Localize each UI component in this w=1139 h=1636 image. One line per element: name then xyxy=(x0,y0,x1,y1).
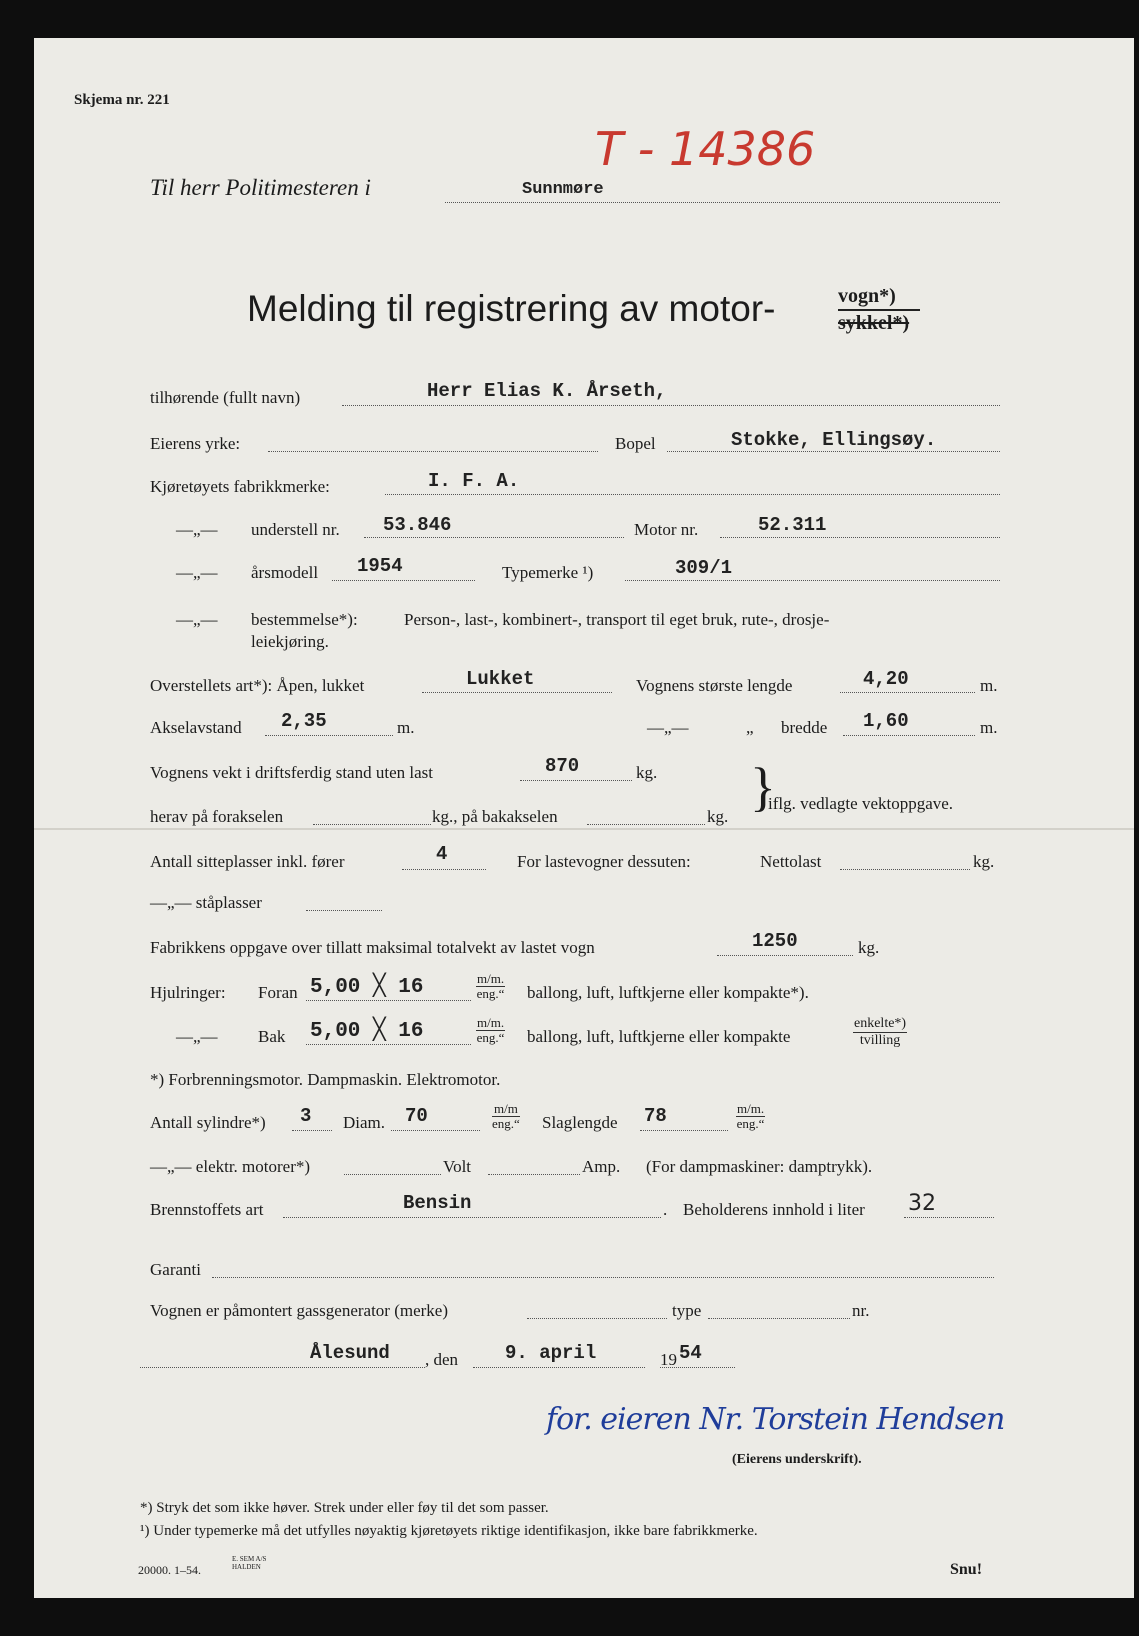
wheel-arrangement: enkelte*) tvilling xyxy=(854,1016,907,1048)
rear-tyre-line xyxy=(306,1044,471,1045)
diameter-line xyxy=(391,1130,480,1131)
diameter-label: Diam. xyxy=(343,1113,386,1132)
stroke-unit: m/m. eng.“ xyxy=(736,1101,765,1131)
guarantee-label: Garanti xyxy=(150,1260,201,1279)
fold-line xyxy=(34,828,1134,830)
max-width: 1,60 xyxy=(863,710,909,732)
chassis-label: understell nr. xyxy=(251,520,340,539)
gas-nr-label: nr. xyxy=(852,1301,870,1320)
ditto-mark: —„— xyxy=(176,563,218,582)
schema-number: Skjema nr. 221 xyxy=(74,92,170,108)
title-option-sykkel: sykkel*) xyxy=(838,312,910,334)
date-line xyxy=(473,1367,645,1368)
owner-name-line xyxy=(342,405,1000,406)
type-line xyxy=(625,580,1000,581)
residence-line xyxy=(667,451,1000,452)
cylinders-line xyxy=(292,1130,332,1131)
gas-type-line xyxy=(708,1318,850,1319)
max-length: 4,20 xyxy=(863,668,909,690)
fuel-label: Brennstoffets art xyxy=(150,1200,264,1219)
body-label: Overstellets art*): Åpen, lukket xyxy=(150,676,365,695)
amp-line xyxy=(488,1174,580,1175)
printer-city: HALDEN xyxy=(232,1563,261,1571)
width-unit: m. xyxy=(980,718,998,737)
make-label: Kjøretøyets fabrikkmerke: xyxy=(150,477,330,496)
guarantee-line xyxy=(212,1277,994,1278)
weight-note: iflg. vedlagte vektoppgave. xyxy=(768,794,954,813)
fuel-type: Bensin xyxy=(403,1192,472,1214)
length-unit: m. xyxy=(980,676,998,695)
residence-label: Bopel xyxy=(615,434,656,453)
ditto-mark: —„— xyxy=(176,1027,218,1046)
rear-tyre-unit: m/m. eng.“ xyxy=(476,1015,505,1045)
place: Ålesund xyxy=(310,1342,390,1364)
owner-name: Herr Elias K. Årseth, xyxy=(427,380,667,402)
standing-label: —„— ståplasser xyxy=(150,893,262,912)
motor-line xyxy=(720,537,1000,538)
body-type: Lukket xyxy=(466,668,535,690)
year-line xyxy=(332,580,475,581)
wheelbase: 2,35 xyxy=(281,710,327,732)
gas-type-label: type xyxy=(672,1301,702,1320)
occupation-label: Eierens yrke: xyxy=(150,434,241,453)
net-load-line xyxy=(840,869,970,870)
width-line xyxy=(843,735,975,736)
footnote-1: *) Stryk det som ikke høver. Strek under eller føy til det som passer. xyxy=(140,1500,549,1516)
wheelbase-unit: m. xyxy=(397,718,415,737)
residence: Stokke, Ellingsøy. xyxy=(731,429,937,451)
seats-label: Antall sitteplasser inkl. fører xyxy=(150,852,345,871)
model-year: 1954 xyxy=(357,555,403,577)
cargo-label: For lastevogner dessuten: xyxy=(517,852,691,871)
cylinders-label: Antall sylindre*) xyxy=(150,1113,266,1132)
place-line xyxy=(140,1367,425,1368)
occupation-line xyxy=(268,451,598,452)
fuel-dot: . xyxy=(663,1200,668,1219)
type-designation: 309/1 xyxy=(675,557,733,579)
title-fraction-bar xyxy=(838,309,920,311)
rear-tyre-size: 5,00 ╳ 16 xyxy=(310,1020,424,1043)
engine-types: *) Forbrenningsmotor. Dampmaskin. Elektromotor. xyxy=(150,1070,501,1089)
weight-brace: } xyxy=(750,757,776,817)
length-label: Vognens største lengde xyxy=(636,676,793,695)
stroke-length: 78 xyxy=(644,1105,667,1127)
length-line xyxy=(840,692,975,693)
width-label: bredde xyxy=(781,718,828,737)
ditto-mark: —„— xyxy=(647,718,689,737)
fuel-line xyxy=(283,1217,661,1218)
steam-note: (For dampmaskiner: damptrykk). xyxy=(646,1157,873,1176)
chassis-line xyxy=(364,537,624,538)
front-tyre-line xyxy=(306,1000,471,1001)
purpose-label: bestemmelse*): xyxy=(251,610,358,629)
wheelbase-line xyxy=(265,735,393,736)
chassis-number: 53.846 xyxy=(383,514,452,536)
year-label: årsmodell xyxy=(251,563,319,582)
weight-unit: kg. xyxy=(636,763,658,782)
year-suffix: 54 xyxy=(679,1342,702,1364)
max-total-weight: 1250 xyxy=(752,930,798,952)
front-tyre-label: Foran xyxy=(258,983,298,1002)
turn-over-note: Snu! xyxy=(950,1561,983,1578)
police-district: Sunnmøre xyxy=(522,180,604,199)
weight-label: Vognens vekt i driftsferdig stand uten last xyxy=(150,763,433,782)
stroke-line xyxy=(640,1130,728,1131)
type-label: Typemerke ¹) xyxy=(502,563,594,582)
net-load-unit: kg. xyxy=(973,852,995,871)
volt-label: Volt xyxy=(443,1157,472,1176)
gas-generator-label: Vognen er påmontert gassgenerator (merke) xyxy=(150,1301,449,1320)
owner-signature: for. eieren Nr. Torstein Hendsen xyxy=(546,1402,1005,1437)
rear-axle-label: kg., på bakakselen xyxy=(432,807,558,826)
front-tyre-types: ballong, luft, luftkjerne eller kompakte*). xyxy=(527,983,809,1002)
tank-capacity: 32 xyxy=(908,1191,936,1216)
seats-line xyxy=(402,869,486,870)
form-title: Melding til registrering av motor- xyxy=(247,288,776,329)
wheelbase-label: Akselavstand xyxy=(150,718,242,737)
owner-name-label: tilhørende (fullt navn) xyxy=(150,388,301,407)
rear-tyre-label: Bak xyxy=(258,1027,286,1046)
ditto-mark: —„— xyxy=(176,520,218,539)
year-prefix: 19 xyxy=(660,1350,677,1369)
max-weight-label: Fabrikkens oppgave over tillatt maksimal totalvekt av lastet vogn xyxy=(150,938,595,957)
standing-line xyxy=(306,910,382,911)
date: 9. april xyxy=(505,1342,597,1364)
date-den: , den xyxy=(425,1350,459,1369)
front-tyre-size: 5,00 ╳ 16 xyxy=(310,976,424,999)
make-line xyxy=(385,494,1000,495)
cylinder-count: 3 xyxy=(300,1105,312,1127)
tank-line xyxy=(904,1217,994,1218)
ditto-quote: „ xyxy=(746,718,754,737)
rear-axle-line xyxy=(587,824,705,825)
footnote-2: ¹) Under typemerke må det utfylles nøyaktig kjøretøyets riktige identifikasjon, ikke bare fabrikkmerke. xyxy=(140,1523,758,1539)
volt-line xyxy=(344,1174,441,1175)
rear-tyre-types: ballong, luft, luftkjerne eller kompakte xyxy=(527,1027,791,1046)
printer-name: E. SEM A/S xyxy=(232,1555,267,1563)
purpose-options-cont: leiekjøring. xyxy=(251,632,329,651)
print-info: 20000. 1–54. xyxy=(138,1563,201,1577)
handwritten-file-number: T - 14386 xyxy=(595,122,816,176)
front-axle-line xyxy=(313,824,431,825)
amp-label: Amp. xyxy=(582,1157,621,1176)
tank-label: Beholderens innhold i liter xyxy=(683,1200,865,1219)
bore-diameter: 70 xyxy=(405,1105,428,1127)
motor-number: 52.311 xyxy=(758,514,827,536)
weight-line xyxy=(520,780,632,781)
address-line xyxy=(445,202,1000,203)
net-load-label: Nettolast xyxy=(760,852,822,871)
max-weight-unit: kg. xyxy=(858,938,880,957)
stroke-label: Slaglengde xyxy=(542,1113,618,1132)
electric-motors-label: —„— elektr. motorer*) xyxy=(150,1157,311,1176)
rear-axle-unit: kg. xyxy=(707,807,729,826)
diameter-unit: m/m eng.“ xyxy=(492,1101,520,1131)
gas-generator-line xyxy=(527,1318,667,1319)
signature-label: (Eierens underskrift). xyxy=(732,1452,862,1467)
title-option-vogn: vogn*) xyxy=(838,285,896,307)
vehicle-make: I. F. A. xyxy=(428,470,520,492)
seat-count: 4 xyxy=(436,843,448,865)
tyres-label: Hjulringer: xyxy=(150,983,226,1002)
motor-label: Motor nr. xyxy=(634,520,699,539)
ditto-mark: —„— xyxy=(176,610,218,629)
year-line xyxy=(660,1367,735,1368)
purpose-options: Person-, last-, kombinert-, transport til eget bruk, rute-, drosje- xyxy=(404,610,830,629)
max-weight-line xyxy=(717,955,853,956)
front-tyre-unit: m/m. eng.“ xyxy=(476,971,505,1001)
address-label: Til herr Politimesteren i xyxy=(150,175,371,200)
body-line xyxy=(422,692,612,693)
curb-weight: 870 xyxy=(545,755,580,777)
front-axle-label: herav på forakselen xyxy=(150,807,284,826)
